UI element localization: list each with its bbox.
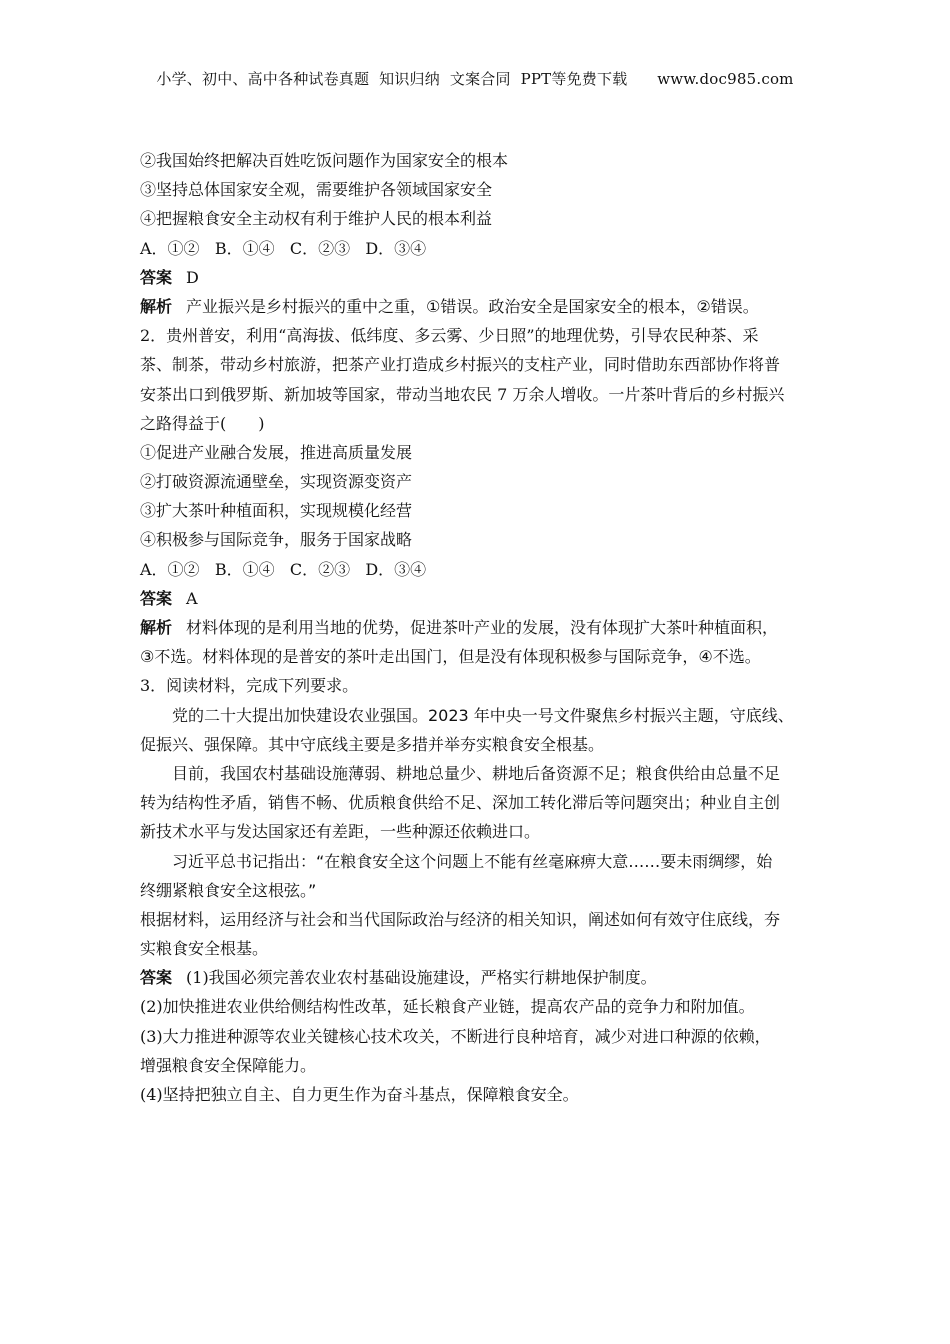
- q2-option-3: ③扩大茶叶种植面积，实现规模化经营: [140, 501, 413, 521]
- q3-stem: 3．阅读材料，完成下列要求。: [140, 676, 359, 696]
- q2-choices: A．①② B．①④ C．②③ D．③④: [140, 559, 427, 579]
- q1-analysis: [140, 292, 830, 321]
- q3-material-p1-line-1: 党的二十大提出加快建设农业强国。2023 年中央一号文件聚焦乡村振兴主题，守底线、: [172, 705, 794, 725]
- q1-answer: [140, 263, 830, 292]
- document-body: [140, 146, 830, 1109]
- q2-answer: [140, 584, 830, 613]
- q2-option-4: ④积极参与国际竞争，服务于国家战略: [140, 530, 413, 550]
- q3-question-line-2: 实粮食安全根基。: [140, 939, 269, 959]
- q3-answer-1: [140, 963, 830, 992]
- analysis-label: 解析: [140, 618, 173, 637]
- q3-answer-3: (3)大力推进种源等农业关键核心技术攻关，不断进行良种培育，减少对进口种源的依赖，: [140, 1026, 771, 1046]
- q3-question-line-1: 根据材料，运用经济与社会和当代国际政治与经济的相关知识，阐述如何有效守住底线，夯: [140, 909, 781, 929]
- analysis-label: 解析: [140, 296, 173, 316]
- page-header: 小学、初中、高中各种试卷真题 知识归纳 文案合同 PPT等免费下载 www.doc985.com: [156, 70, 794, 88]
- q2-option-1: ①促进产业融合发展，推进高质量发展: [140, 442, 413, 462]
- answer-label: 答案: [140, 588, 173, 608]
- q3-answer-4: (4)坚持把独立自主、自力更生作为奋斗基点，保障粮食安全。: [140, 1085, 579, 1104]
- q2-analysis-line-2: ③不选。材料体现的是普安的茶叶走出国门，但是没有体现积极参与国际竞争，④不选。: [140, 647, 761, 667]
- answer-value: A: [186, 588, 198, 608]
- answer-point: (1)我国必须完善农业农村基础设施建设，严格实行耕地保护制度。: [186, 968, 657, 988]
- q1-choices: A．①② B．①④ C．②③ D．③④: [140, 238, 427, 258]
- q1-option-3: ③坚持总体国家安全观，需要维护各领域国家安全: [140, 180, 493, 200]
- q3-material-p3-line-2: 终绷紧粮食安全这根弦。”: [140, 880, 317, 900]
- q3-material-p3-line-1: 习近平总书记指出：“在粮食安全这个问题上不能有丝毫麻痹大意……要未雨绸缪，始: [172, 851, 773, 871]
- q2-analysis-line-1: [140, 613, 830, 642]
- q2-stem-line-1: 2．贵州普安，利用“高海拔、低纬度、多云雾、少日照”的地理优势，引导农民种茶、采: [140, 326, 759, 346]
- q2-option-2: ②打破资源流通壁垒，实现资源变资产: [140, 472, 413, 492]
- q3-answer-2: (2)加快推进农业供给侧结构性改革，延长粮食产业链，提高农产品的竞争力和附加值。: [140, 997, 755, 1017]
- q3-material-p2-line-1: 目前，我国农村基础设施薄弱、耕地总量少、耕地后备资源不足；粮食供给由总量不足: [172, 763, 781, 783]
- q2-stem-line-3: 安茶出口到俄罗斯、新加坡等国家，带动当地农民 7 万余人增收。一片茶叶背后的乡村振兴: [140, 384, 785, 404]
- answer-value: D: [186, 267, 199, 287]
- q3-material-p2-line-3: 新技术水平与发达国家还有差距，一些种源还依赖进口。: [140, 822, 541, 842]
- q2-stem-line-4: 之路得益于( ): [140, 413, 265, 433]
- answer-label: 答案: [140, 267, 173, 287]
- analysis-text: 产业振兴是乡村振兴的重中之重，①错误。政治安全是国家安全的根本，②错误。: [186, 296, 759, 316]
- q3-material-p1-line-2: 促振兴、强保障。其中守底线主要是多措并举夯实粮食安全根基。: [140, 734, 605, 754]
- answer-label: 答案: [140, 968, 173, 988]
- q2-stem-line-2: 茶、制茶，带动乡村旅游，把茶产业打造成乡村振兴的支柱产业，同时借助东西部协作将普: [140, 355, 781, 375]
- q3-answer-3-cont: 增强粮食安全保障能力。: [140, 1055, 317, 1075]
- q1-option-2: ②我国始终把解决百姓吃饭问题作为国家安全的根本: [140, 151, 509, 170]
- analysis-text: 材料体现的是利用当地的优势，促进茶叶产业的发展，没有体现扩大茶叶种植面积，: [186, 618, 779, 637]
- q3-material-p2-line-2: 转为结构性矛盾，销售不畅、优质粮食供给不足、深加工转化滞后等问题突出；种业自主创: [140, 793, 781, 813]
- q1-option-4: ④把握粮食安全主动权有利于维护人民的根本利益: [140, 209, 493, 229]
